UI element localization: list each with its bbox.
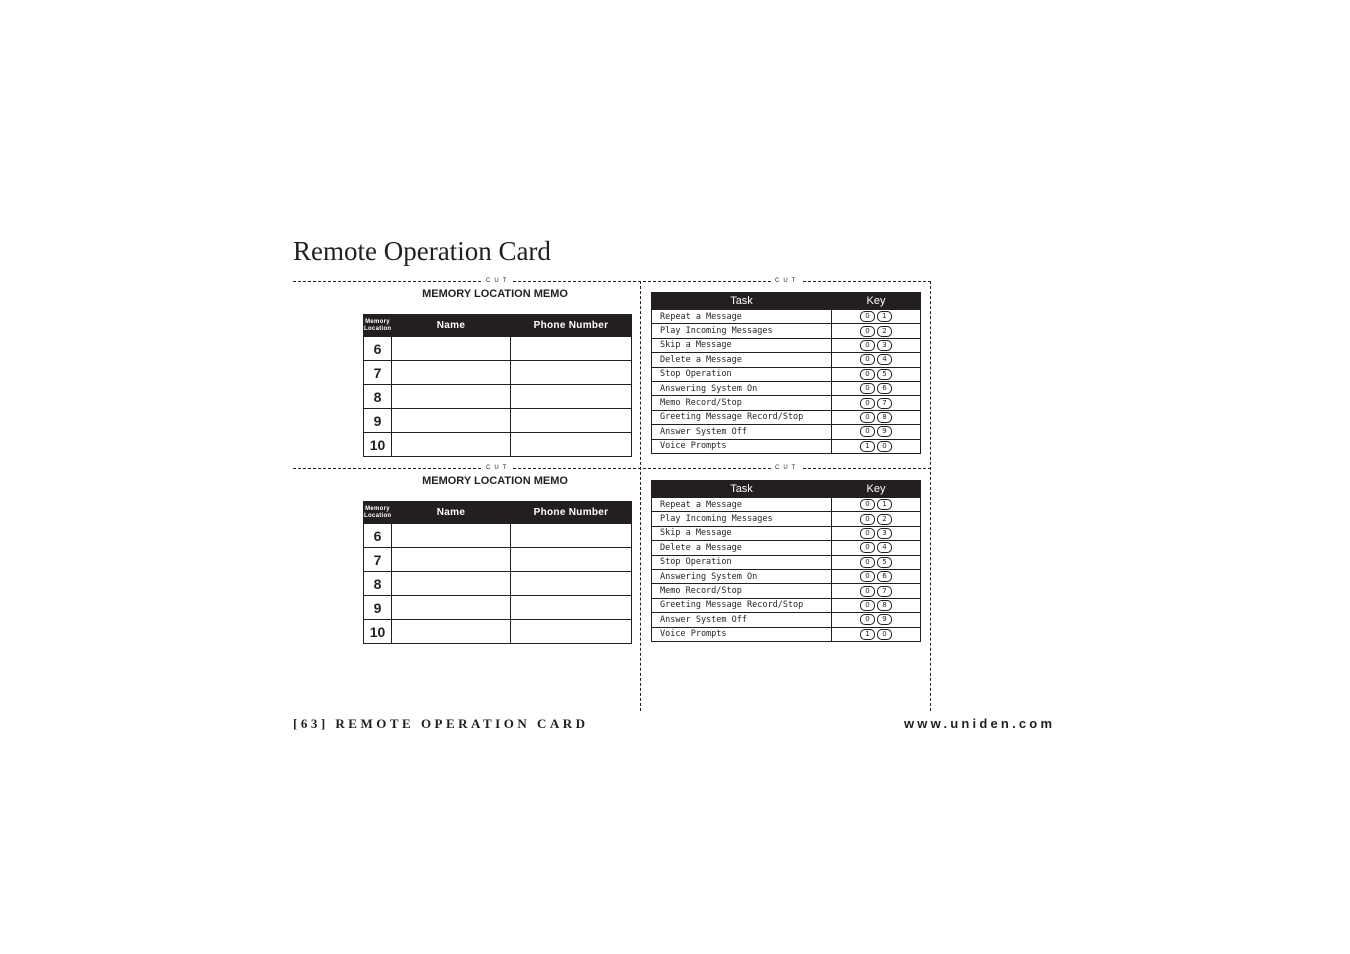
memory-location-number: 8 — [364, 385, 392, 409]
name-cell — [392, 596, 511, 620]
key-sequence — [832, 381, 921, 395]
memo-row — [364, 337, 632, 361]
memory-location-number: 7 — [364, 361, 392, 385]
key-button-icon: 2 — [877, 514, 892, 525]
key-button-icon: 9 — [877, 426, 892, 437]
key-button-icon: 0 — [860, 311, 875, 322]
key-button-icon: 0 — [860, 340, 875, 351]
key-sequence — [832, 498, 921, 512]
key-sequence — [832, 627, 921, 641]
key-button-icon: 4 — [877, 354, 892, 365]
key-button-icon: 1 — [860, 629, 875, 640]
task-label: Play Incoming Messages — [652, 512, 832, 526]
task-label: Voice Prompts — [652, 627, 832, 641]
phone-number-cell — [511, 620, 632, 644]
key-sequence — [832, 569, 921, 583]
header-task: Task — [652, 481, 832, 498]
header-phone-number: Phone Number — [511, 502, 632, 524]
key-button-icon: 2 — [877, 326, 892, 337]
key-button-icon: 1 — [877, 311, 892, 322]
task-label: Memo Record/Stop — [652, 396, 832, 410]
key-button-icon: 0 — [860, 398, 875, 409]
memo-row — [364, 385, 632, 409]
header-task: Task — [652, 293, 832, 310]
task-label: Repeat a Message — [652, 310, 832, 324]
task-label: Memo Record/Stop — [652, 584, 832, 598]
header-memory-location: Memory Location — [364, 502, 392, 524]
key-button-icon: 7 — [877, 586, 892, 597]
task-row — [652, 367, 921, 381]
name-cell — [392, 409, 511, 433]
phone-number-cell — [511, 524, 632, 548]
key-sequence — [832, 439, 921, 453]
key-button-icon: 0 — [860, 586, 875, 597]
header-phone-number: Phone Number — [511, 315, 632, 337]
task-key-table — [651, 292, 921, 454]
task-rows — [652, 498, 921, 642]
memory-location-number: 7 — [364, 548, 392, 572]
task-row — [652, 310, 921, 324]
task-label: Greeting Message Record/Stop — [652, 598, 832, 612]
name-cell — [392, 385, 511, 409]
key-sequence — [832, 338, 921, 352]
memory-location-table — [363, 501, 632, 644]
phone-number-cell — [511, 433, 632, 457]
cut-line-top — [293, 281, 931, 282]
name-cell — [392, 524, 511, 548]
name-cell — [392, 620, 511, 644]
task-label: Answer System Off — [652, 613, 832, 627]
memo-row — [364, 524, 632, 548]
task-row — [652, 324, 921, 338]
task-row — [652, 512, 921, 526]
task-label: Answering System On — [652, 381, 832, 395]
task-label: Stop Operation — [652, 367, 832, 381]
task-label: Skip a Message — [652, 338, 832, 352]
key-button-icon: 0 — [860, 326, 875, 337]
task-row — [652, 498, 921, 512]
task-label: Answering System On — [652, 569, 832, 583]
key-button-icon: 4 — [877, 542, 892, 553]
memo-row — [364, 433, 632, 457]
key-sequence — [832, 425, 921, 439]
phone-number-cell — [511, 361, 632, 385]
task-label: Play Incoming Messages — [652, 324, 832, 338]
key-button-icon: 0 — [860, 557, 875, 568]
task-row — [652, 555, 921, 569]
header-key: Key — [832, 481, 921, 498]
key-button-icon: 0 — [877, 629, 892, 640]
task-row — [652, 541, 921, 555]
task-row — [652, 627, 921, 641]
cut-line-right — [930, 281, 931, 711]
task-row — [652, 353, 921, 367]
memory-location-table — [363, 314, 632, 457]
header-name: Name — [392, 315, 511, 337]
key-button-icon: 3 — [877, 340, 892, 351]
key-button-icon: 5 — [877, 369, 892, 380]
cut-label: CUT — [483, 464, 513, 472]
key-button-icon: 0 — [860, 499, 875, 510]
phone-number-cell — [511, 596, 632, 620]
memo-title: MEMORY LOCATION MEMO — [422, 475, 568, 487]
key-button-icon: 0 — [860, 383, 875, 394]
task-row — [652, 584, 921, 598]
name-cell — [392, 548, 511, 572]
key-sequence — [832, 512, 921, 526]
memo-row — [364, 572, 632, 596]
memory-location-number: 9 — [364, 409, 392, 433]
task-row — [652, 396, 921, 410]
memory-location-number: 9 — [364, 596, 392, 620]
key-button-icon: 9 — [877, 614, 892, 625]
name-cell — [392, 433, 511, 457]
key-button-icon: 0 — [860, 412, 875, 423]
task-row — [652, 598, 921, 612]
phone-number-cell — [511, 548, 632, 572]
key-sequence — [832, 598, 921, 612]
key-button-icon: 0 — [860, 542, 875, 553]
memory-location-number: 8 — [364, 572, 392, 596]
task-label: Stop Operation — [652, 555, 832, 569]
task-label: Skip a Message — [652, 526, 832, 540]
task-row — [652, 613, 921, 627]
key-sequence — [832, 324, 921, 338]
task-key-table — [651, 480, 921, 642]
task-label: Delete a Message — [652, 353, 832, 367]
task-label: Delete a Message — [652, 541, 832, 555]
key-button-icon: 3 — [877, 528, 892, 539]
memo-row — [364, 361, 632, 385]
task-row — [652, 425, 921, 439]
name-cell — [392, 361, 511, 385]
footer-page-label: [63] REMOTE OPERATION CARD — [293, 716, 589, 731]
key-sequence — [832, 613, 921, 627]
key-sequence — [832, 584, 921, 598]
task-row — [652, 569, 921, 583]
key-button-icon: 0 — [877, 441, 892, 452]
task-row — [652, 381, 921, 395]
memo-row — [364, 620, 632, 644]
cut-label: CUT — [772, 277, 802, 285]
key-sequence — [832, 410, 921, 424]
memo-rows — [364, 337, 632, 457]
key-button-icon: 1 — [860, 441, 875, 452]
footer-website: www.uniden.com — [904, 716, 1056, 731]
name-cell — [392, 337, 511, 361]
name-cell — [392, 572, 511, 596]
cut-label: CUT — [483, 277, 513, 285]
key-button-icon: 6 — [877, 571, 892, 582]
memo-title: MEMORY LOCATION MEMO — [422, 288, 568, 300]
header-memory-location: Memory Location — [364, 315, 392, 337]
key-sequence — [832, 396, 921, 410]
cut-label: CUT — [772, 464, 802, 472]
key-button-icon: 0 — [860, 600, 875, 611]
key-button-icon: 0 — [860, 614, 875, 625]
memo-row — [364, 409, 632, 433]
header-name: Name — [392, 502, 511, 524]
task-row — [652, 439, 921, 453]
key-button-icon: 0 — [860, 571, 875, 582]
phone-number-cell — [511, 409, 632, 433]
task-label: Greeting Message Record/Stop — [652, 410, 832, 424]
task-row — [652, 410, 921, 424]
key-button-icon: 0 — [860, 369, 875, 380]
key-button-icon: 8 — [877, 600, 892, 611]
cut-line-middle — [293, 468, 931, 469]
key-button-icon: 6 — [877, 383, 892, 394]
key-sequence — [832, 353, 921, 367]
phone-number-cell — [511, 385, 632, 409]
key-sequence — [832, 367, 921, 381]
memo-row — [364, 548, 632, 572]
task-rows — [652, 310, 921, 454]
phone-number-cell — [511, 337, 632, 361]
memory-location-number: 6 — [364, 524, 392, 548]
task-label: Repeat a Message — [652, 498, 832, 512]
key-button-icon: 1 — [877, 499, 892, 510]
header-key: Key — [832, 293, 921, 310]
key-button-icon: 0 — [860, 354, 875, 365]
memory-location-number: 10 — [364, 620, 392, 644]
key-button-icon: 0 — [860, 514, 875, 525]
page-title: Remote Operation Card — [293, 236, 551, 266]
memo-row — [364, 596, 632, 620]
key-sequence — [832, 526, 921, 540]
key-button-icon: 5 — [877, 557, 892, 568]
task-row — [652, 338, 921, 352]
cut-line-center — [640, 281, 641, 711]
memo-rows — [364, 524, 632, 644]
key-button-icon: 7 — [877, 398, 892, 409]
phone-number-cell — [511, 572, 632, 596]
key-sequence — [832, 541, 921, 555]
key-sequence — [832, 555, 921, 569]
task-label: Answer System Off — [652, 425, 832, 439]
key-button-icon: 8 — [877, 412, 892, 423]
memory-location-number: 6 — [364, 337, 392, 361]
key-button-icon: 0 — [860, 528, 875, 539]
task-label: Voice Prompts — [652, 439, 832, 453]
task-row — [652, 526, 921, 540]
key-button-icon: 0 — [860, 426, 875, 437]
memory-location-number: 10 — [364, 433, 392, 457]
key-sequence — [832, 310, 921, 324]
